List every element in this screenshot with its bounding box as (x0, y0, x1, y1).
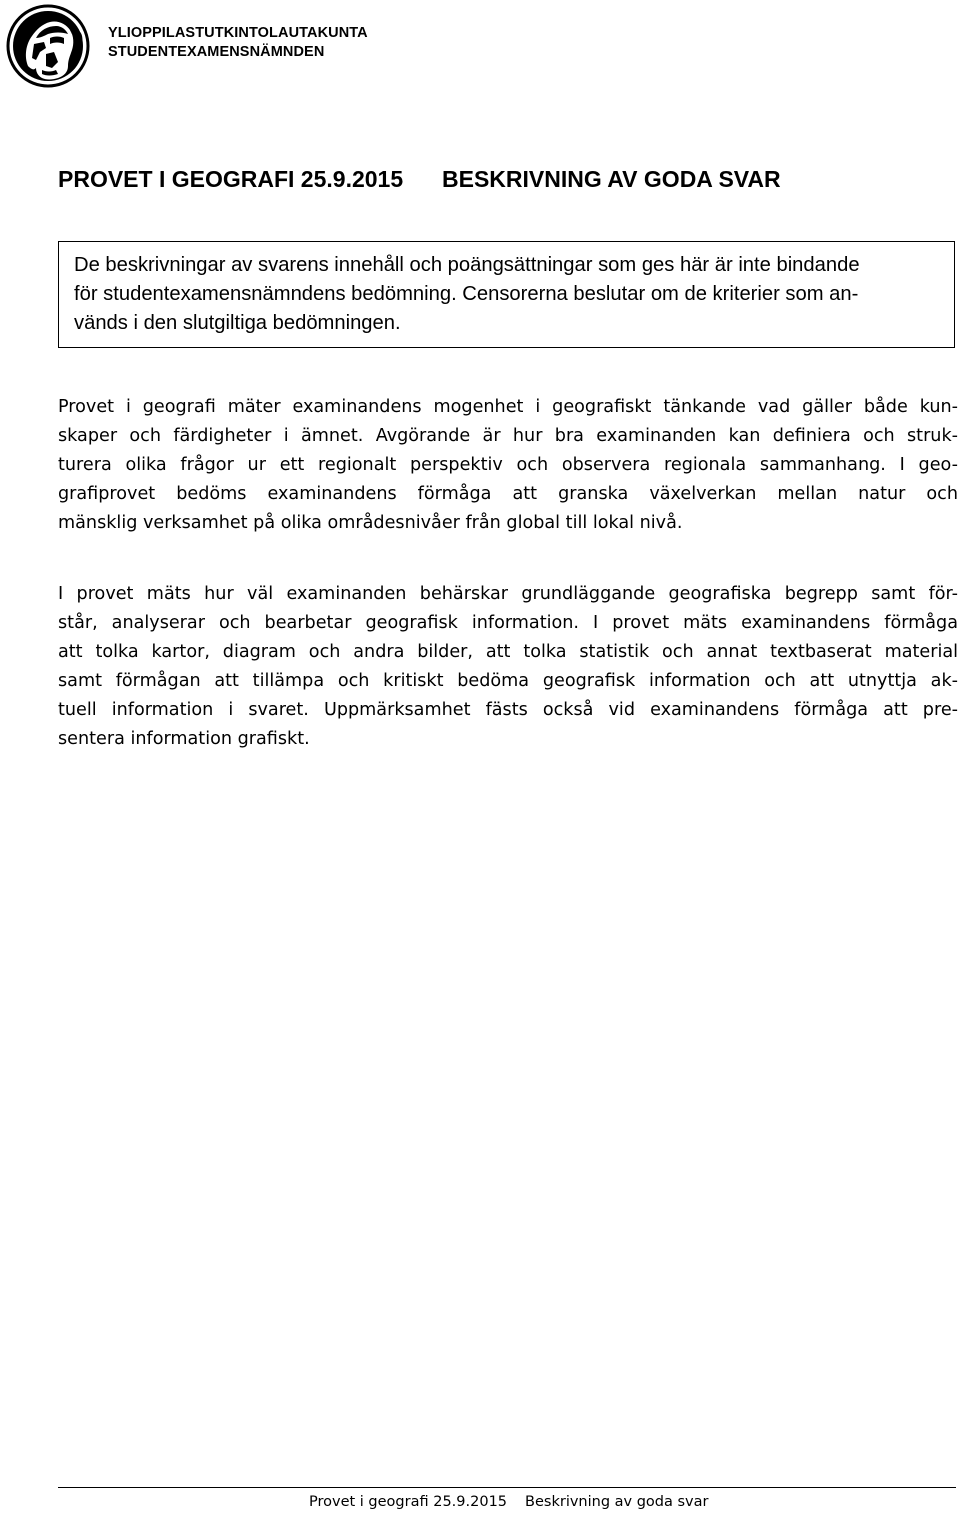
disclaimer-box (58, 241, 955, 348)
organisation-name (108, 24, 368, 62)
paragraph-line: skaper och färdigheter i ämnet. Avgörande är hur bra examinanden kan definiera och struk- (58, 426, 958, 446)
footer (309, 1494, 708, 1510)
paragraph-line: att tolka kartor, diagram och andra bilder, att tolka statistik och annat textbaserat material (58, 642, 958, 662)
paragraph-line: Provet i geografi mäter examinandens mogenhet i geografiskt tänkande vad gäller både kun- (58, 397, 958, 417)
paragraph-line: turera olika frågor ur ett regionalt perspektiv och observera regionala sammanhang. I geo- (58, 455, 958, 475)
exam-title: PROVET I GEOGRAFI 25.9.2015 (58, 166, 404, 192)
paragraph-line: mänsklig verksamhet på olika områdesnivåer från global till lokal nivå. (58, 513, 683, 533)
paragraph-line: tuell information i svaret. Uppmärksamhet fästs också vid examinandens förmåga att pre- (58, 700, 958, 720)
paragraph-line: samt förmågan att tillämpa och kritiskt bedöma geografisk information och att utnyttja ak- (58, 671, 958, 691)
paragraph-line: I provet mäts hur väl examinanden behärskar grundläggande geografiska begrepp samt för- (58, 584, 958, 604)
paragraph-intro (58, 393, 958, 538)
document-subtitle: BESKRIVNING AV GODA SVAR (442, 166, 781, 192)
page-title (58, 166, 781, 193)
footer-document-name: Beskrivning av goda svar (525, 1494, 709, 1510)
disclaimer-line: vänds i den slutgiltiga bedömningen. (74, 312, 401, 334)
paragraph-assessment (58, 580, 958, 754)
organisation-name-swedish: STUDENTEXAMENSNÄMNDEN (108, 44, 325, 60)
disclaimer-line: De beskrivningar av svarens innehåll och poängsättningar som ges här är inte bindande (74, 254, 860, 276)
paragraph-line: står, analyserar och bearbetar geografisk information. I provet mäts examinandens förmåga (58, 613, 958, 633)
disclaimer-line: för studentexamensnämndens bedömning. Censorerna beslutar om de kriterier som an- (74, 283, 859, 305)
organisation-name-finnish: YLIOPPILASTUTKINTOLAUTAKUNTA (108, 25, 368, 41)
paragraph-line: sentera information grafiskt. (58, 729, 310, 749)
footer-divider (58, 1487, 956, 1488)
paragraph-line: grafiprovet bedöms examinandens förmåga att granska växelverkan mellan natur och (58, 484, 958, 504)
footer-exam-name: Provet i geografi 25.9.2015 (309, 1494, 508, 1510)
helmeted-head-logo-icon (6, 4, 90, 88)
